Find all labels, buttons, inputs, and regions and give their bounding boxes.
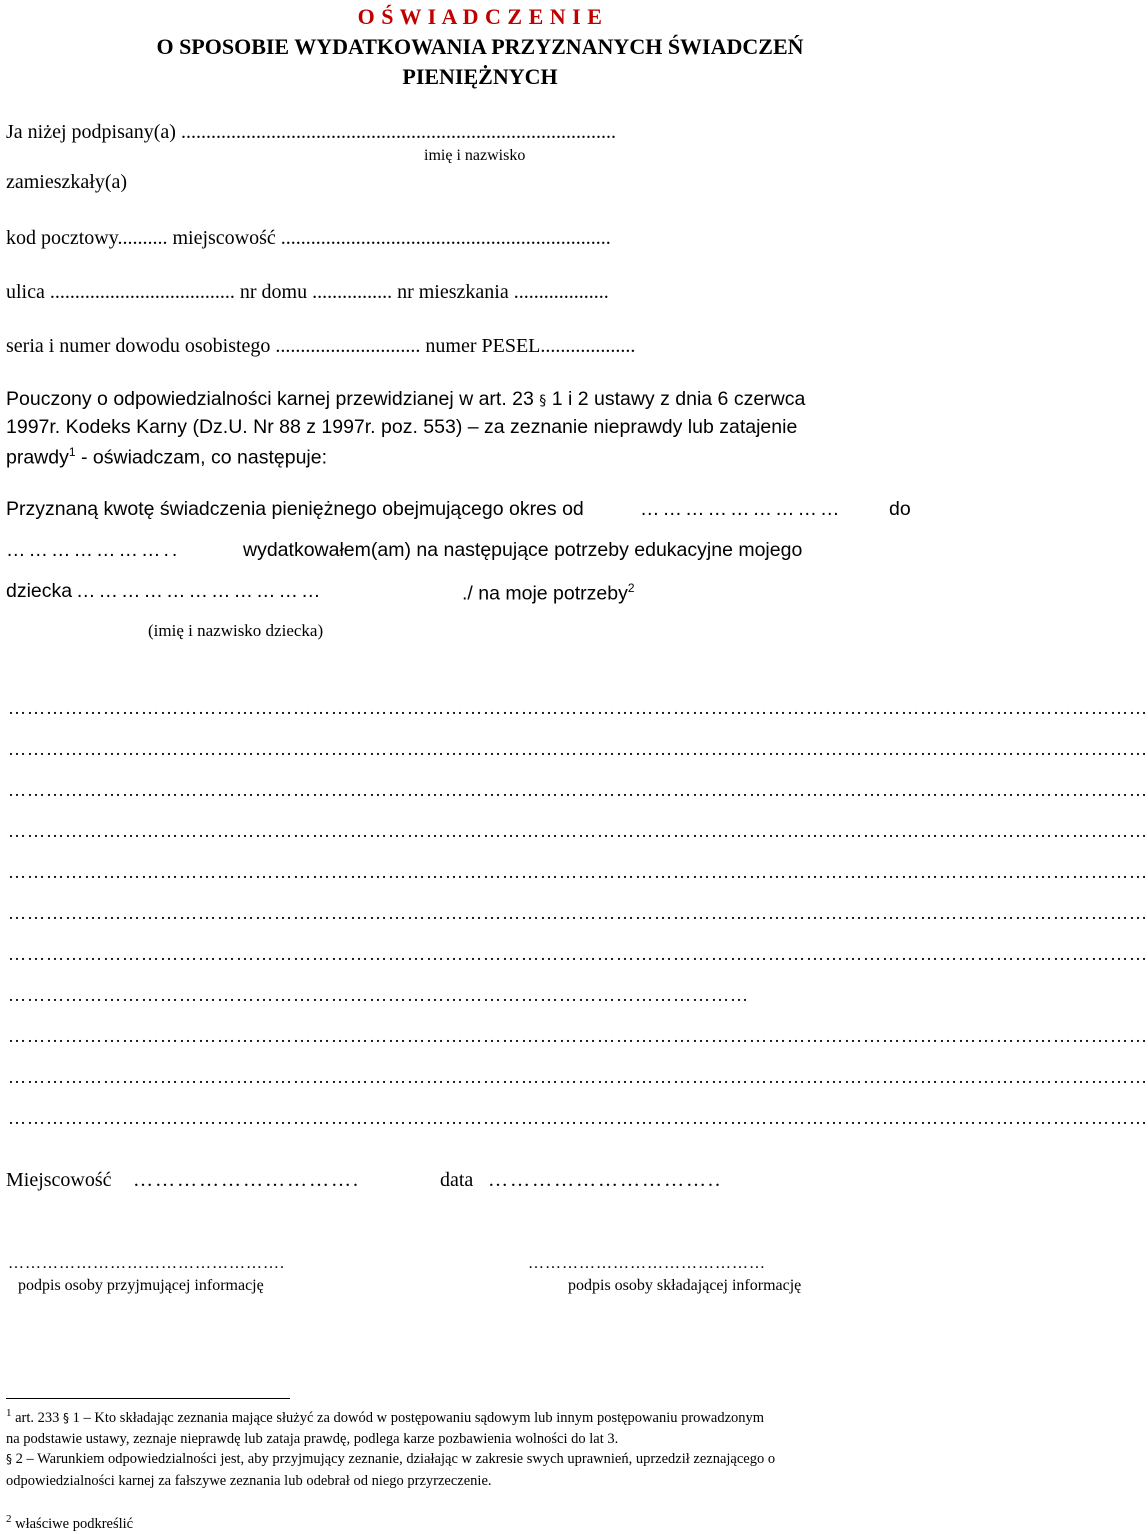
footnote-3-mark: 2 (6, 1513, 12, 1525)
document-subtitle: O SPOSOBIE WYDATKOWANIA PRZYZNANYCH ŚWIADCZEŃ (156, 34, 804, 59)
period-to-field[interactable]: ………………….. (6, 539, 181, 561)
section-sign-icon: § (6, 1452, 12, 1466)
street-line[interactable]: ulica ..................................... nr domu ................ nr mieszkania ................... (6, 281, 609, 303)
instruction-line-1 (6, 390, 805, 410)
footnote-1-line-1 (6, 1408, 764, 1425)
writing-line[interactable]: ……………………………………………………………………………………………………………………………………………………………… (8, 1026, 1148, 1046)
footnote-2-line-2: odpowiedzialności karnej za fałszywe zeznania lub odebrał od niego przyrzeczenie. (6, 1473, 492, 1489)
period-from-field[interactable]: ……………………… (640, 498, 843, 520)
name-caption: imię i nazwisko (424, 147, 526, 164)
footnote-3 (6, 1514, 133, 1531)
amount-do: do (889, 498, 911, 520)
writing-line[interactable]: ……………………………………………………………………………………………………………………………………………………………… (8, 862, 1148, 882)
instruction-text-3a: prawdy (6, 446, 69, 469)
section-sign-icon: § (539, 393, 547, 409)
writing-line[interactable]: ……………………………………………………………………………………………………………………………………………………………… (8, 944, 1148, 964)
footnote-separator (6, 1398, 290, 1399)
date-field[interactable]: ………………………….. (488, 1169, 722, 1191)
footnote-1-text-a: art. 233 (15, 1409, 60, 1426)
place-label: Miejscowość (6, 1169, 112, 1191)
writing-line[interactable]: ……………………………………………………………………………………………………………………………………………………………… (8, 1067, 1148, 1087)
footnote-2-text-a: 2 – Warunkiem odpowiedzialności jest, aby przyjmujący zeznanie, działając w zakresie swych uprawnień, uprzedził zeznającego o (15, 1451, 776, 1467)
id-pesel-line[interactable]: seria i numer dowodu osobistego ............................. numer PESEL................... (6, 335, 636, 357)
child-name-field[interactable]: …………………………… (76, 580, 324, 602)
footnote-1-text-b: 1 – Kto składając zeznania mające służyć za dowód w postępowaniu sądowym lub innym postępowaniu prowadzonym (72, 1409, 765, 1426)
instruction-text-1: Pouczony o odpowiedzialności karnej przewidzianej w art. 23 (6, 388, 534, 410)
footnote-ref-2: 2 (627, 581, 635, 595)
amount-line-2: wydatkowałem(am) na następujące potrzeby edukacyjne mojego (243, 539, 803, 561)
instruction-line-3 (6, 446, 327, 468)
writing-line[interactable]: ……………………………………………………………………………………………………………………………………………………………… (8, 821, 1148, 841)
name-line[interactable]: Ja niżej podpisany(a) ....................................................................................... (6, 121, 616, 143)
footnote-ref-1: 1 (68, 445, 76, 459)
signature-right-line[interactable]: …………………………………… (528, 1255, 766, 1272)
document-title: O Ś W I A D C Z E N I E (357, 4, 603, 29)
document-subtitle-cont: PIENIĘŻNYCH (402, 64, 558, 89)
signature-left-caption: podpis osoby przyjmującej informację (18, 1277, 264, 1294)
writing-line[interactable]: ……………………………………………………………………………………………………… (8, 985, 749, 1005)
footnote-3-text: właściwe podkreślić (11, 1515, 134, 1532)
footnote-2-line-1 (6, 1452, 775, 1467)
amount-text-3b: ./ na moje potrzeby (462, 582, 628, 605)
instruction-line-2: 1997r. Kodeks Karny (Dz.U. Nr 88 z 1997r. poz. 553) – za zeznanie nieprawdy lub zatajenie (6, 416, 798, 438)
instruction-text-1b: 1 i 2 ustawy z dnia 6 czerwca (551, 388, 806, 410)
amount-line-3: dziecka (6, 580, 73, 602)
amount-line-3b (462, 582, 635, 604)
writing-line[interactable]: ……………………………………………………………………………………………………………………………………………………………… (8, 780, 1148, 800)
place-field[interactable]: …………………………. (133, 1169, 360, 1191)
amount-line-1: Przyznaną kwotę świadczenia pieniężnego obejmującego okres od (6, 498, 584, 520)
postcode-city-line[interactable]: kod pocztowy.......... miejscowość .................................................................. (6, 227, 611, 249)
writing-line[interactable]: ……………………………………………………………………………………………………………………………………………………………… (8, 1108, 1148, 1128)
date-label: data (440, 1169, 474, 1191)
footnote-1-mark: 1 (6, 1407, 12, 1419)
signature-left-line[interactable]: …………………………………………. (8, 1255, 285, 1272)
residence-line[interactable]: zamieszkały(a) (6, 171, 128, 193)
child-caption: (imię i nazwisko dziecka) (148, 621, 324, 640)
footnote-1-line-2: na podstawie ustawy, zeznaje nieprawdę lub zataja prawdę, podlega karze pozbawienia wolności do lat 3. (6, 1431, 619, 1447)
signature-right-caption: podpis osoby składającej informację (568, 1277, 802, 1294)
section-sign-icon: § (63, 1410, 70, 1425)
writing-line[interactable]: ……………………………………………………………………………………………………………………………………………………………… (8, 739, 1148, 759)
writing-line[interactable]: ……………………………………………………………………………………………………………………………………………………………… (8, 903, 1148, 923)
instruction-text-3b: - oświadczam, co następuje: (75, 446, 328, 469)
writing-line[interactable]: ……………………………………………………………………………………………………………………………………………………………… (8, 698, 1148, 718)
